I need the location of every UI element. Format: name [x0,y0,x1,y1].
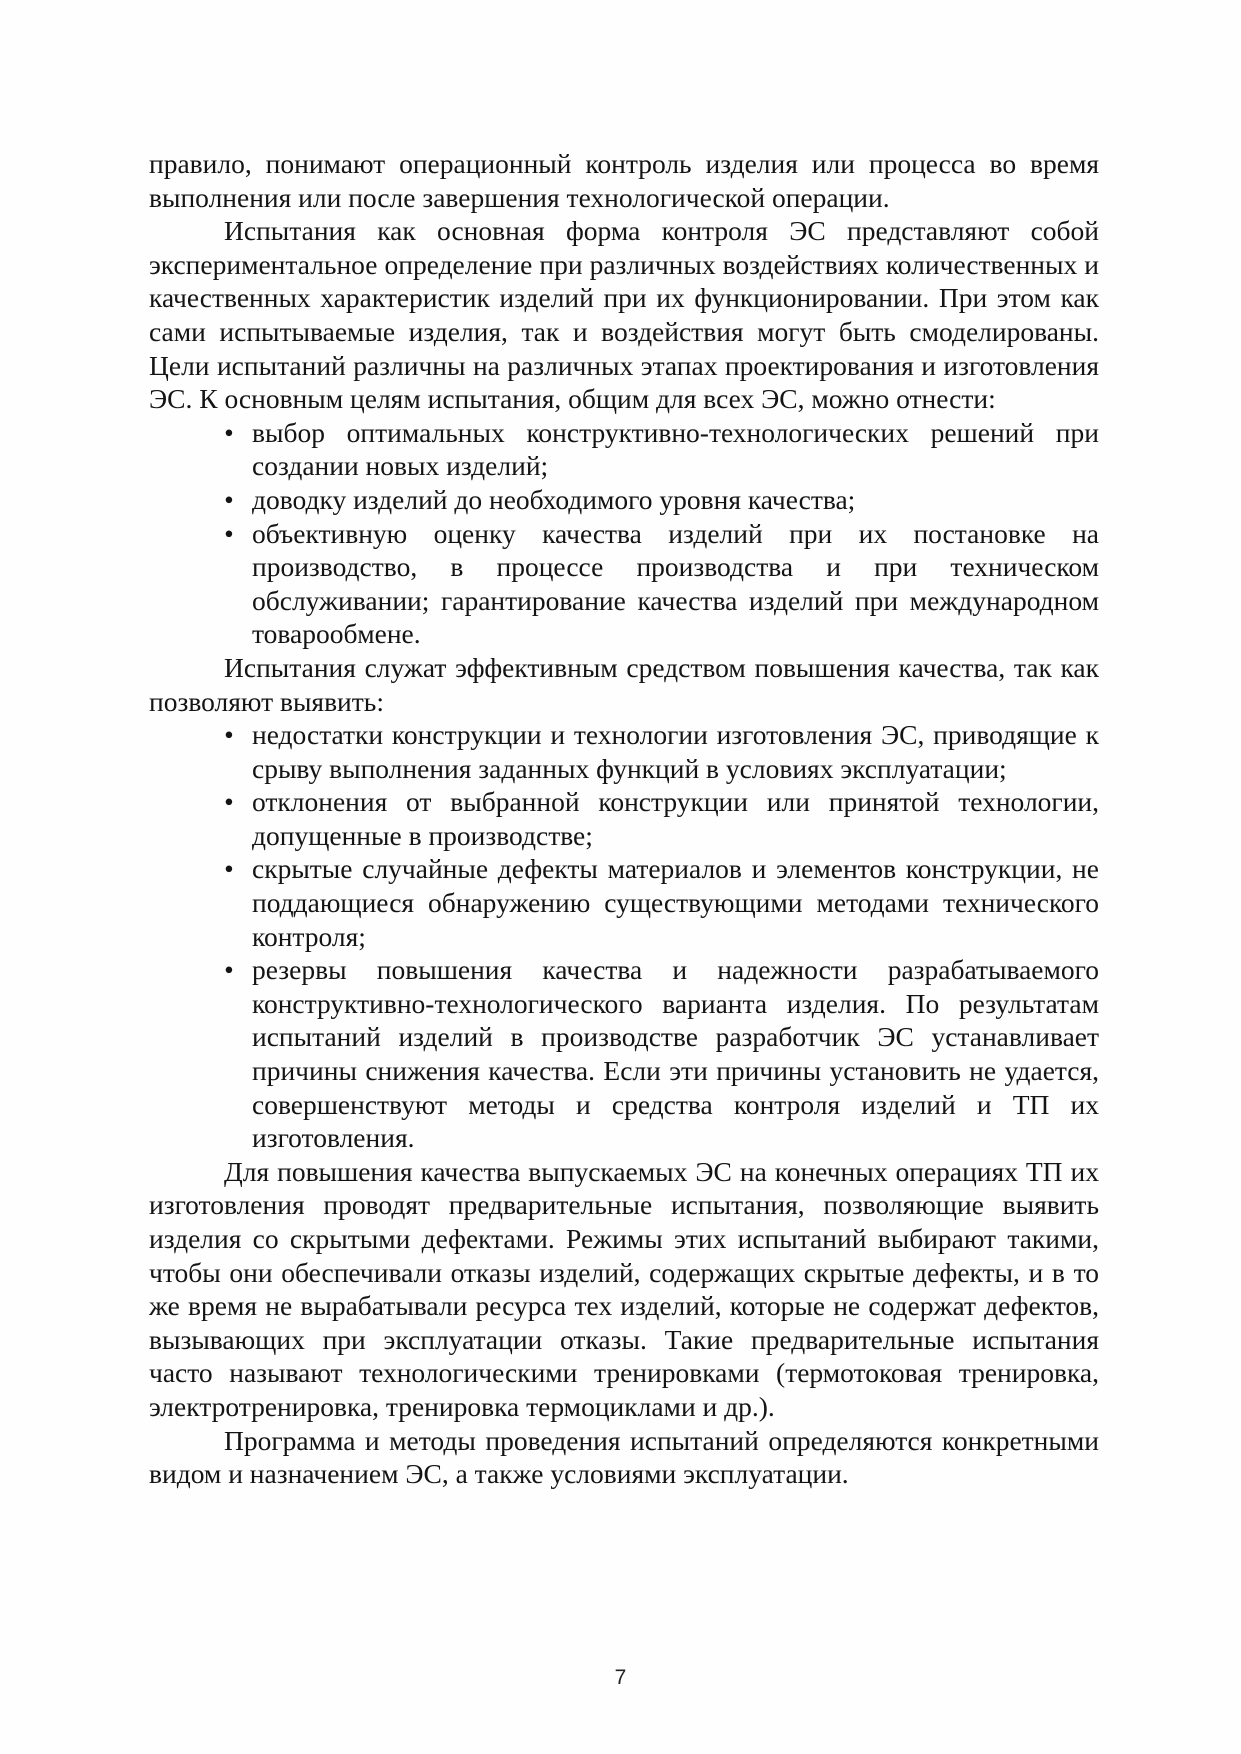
paragraph-testing-definition: Испытания как основная форма контроля ЭС представляют собой экспериментальное определение при различных воздействиях количественных и качественных характеристик изделий при их функционировании. При этом как сами испытываемые изделия, так и воздействия могут быть смоделированы. Цели испытаний различны на различных этапах проектирования и изготовления ЭС. К основным целям испытания, общим для всех ЭС, можно отнести: [149,215,1099,415]
list-item-text: выбор оптимальных конструктивно-технологических решений при создании новых изделий; [252,416,1099,482]
list-item-text: недостатки конструкции и технологии изготовления ЭС, приводящие к срыву выполнения заданных функций в условиях эксплуатации; [252,719,1099,784]
bullet-icon: • [224,416,234,448]
list-item [224,483,1099,517]
list-item-text: скрытые случайные дефекты материалов и элементов конструкции, не поддающиеся обнаружению существующими методами технического контроля; [252,853,1099,952]
bullet-icon: • [224,719,234,751]
list-item [224,852,1099,953]
list-item [224,517,1099,651]
bullet-icon: • [224,483,234,515]
page-number: 7 [614,1666,627,1689]
bullet-icon: • [224,853,234,885]
list-item [224,785,1099,852]
paragraph-continuation: правило, понимают операционный контроль изделия или процесса во время выполнения или после завершения технологической операции. [149,148,1099,213]
list-item-text: объективную оценку качества изделий при их постановке на производство, в процессе производства и при техническом обслуживании; гарантирование качества изделий при международном товарообмене. [252,517,1099,650]
paragraph-preliminary-tests: Для повышения качества выпускаемых ЭС на конечных операциях ТП их изготовления проводят предварительные испытания, позволяющие выявить изделия со скрытыми дефектами. Режимы этих испытаний выбирают такими, чтобы они обеспечивали отказы изделий, содержащих скрытые дефекты, и в то же время не вырабатывали ресурса тех изделий, которые не содержат дефектов, вызывающих при эксплуатации отказы. Такие предварительные испытания часто называют технологическими тренировками (термотоковая тренировка, электротренировка, тренировка термоциклами и др.). [149,1155,1099,1422]
list-item [224,953,1099,1155]
paragraph-test-program: Программа и методы проведения испытаний определяются конкретными видом и назначением ЭС, а также условиями эксплуатации. [149,1424,1099,1490]
bullet-icon: • [224,517,234,549]
list-item-text: резервы повышения качества и надежности разрабатываемого конструктивно-технологического варианта изделия. По результатам испытаний изделий в производстве разработчик ЭС устанавливает причины снижения качества. Если эти причины установить не удается, совершенствуют методы и средства контроля изделий и ТП их изготовления. [252,954,1099,1154]
list-item-text: доводку изделий до необходимого уровня качества; [252,483,856,515]
list-item [224,718,1099,785]
goals-list [149,416,1099,651]
page-body [149,147,1099,1491]
reveal-list [149,718,1099,1155]
list-item [224,416,1099,483]
list-item-text: отклонения от выбранной конструкции или принятой технологии, допущенные в производстве; [252,786,1099,851]
paragraph-testing-means: Испытания служат эффективным средством повышения качества, так как позволяют выявить: [149,651,1099,717]
bullet-icon: • [224,954,234,986]
bullet-icon: • [224,786,234,818]
